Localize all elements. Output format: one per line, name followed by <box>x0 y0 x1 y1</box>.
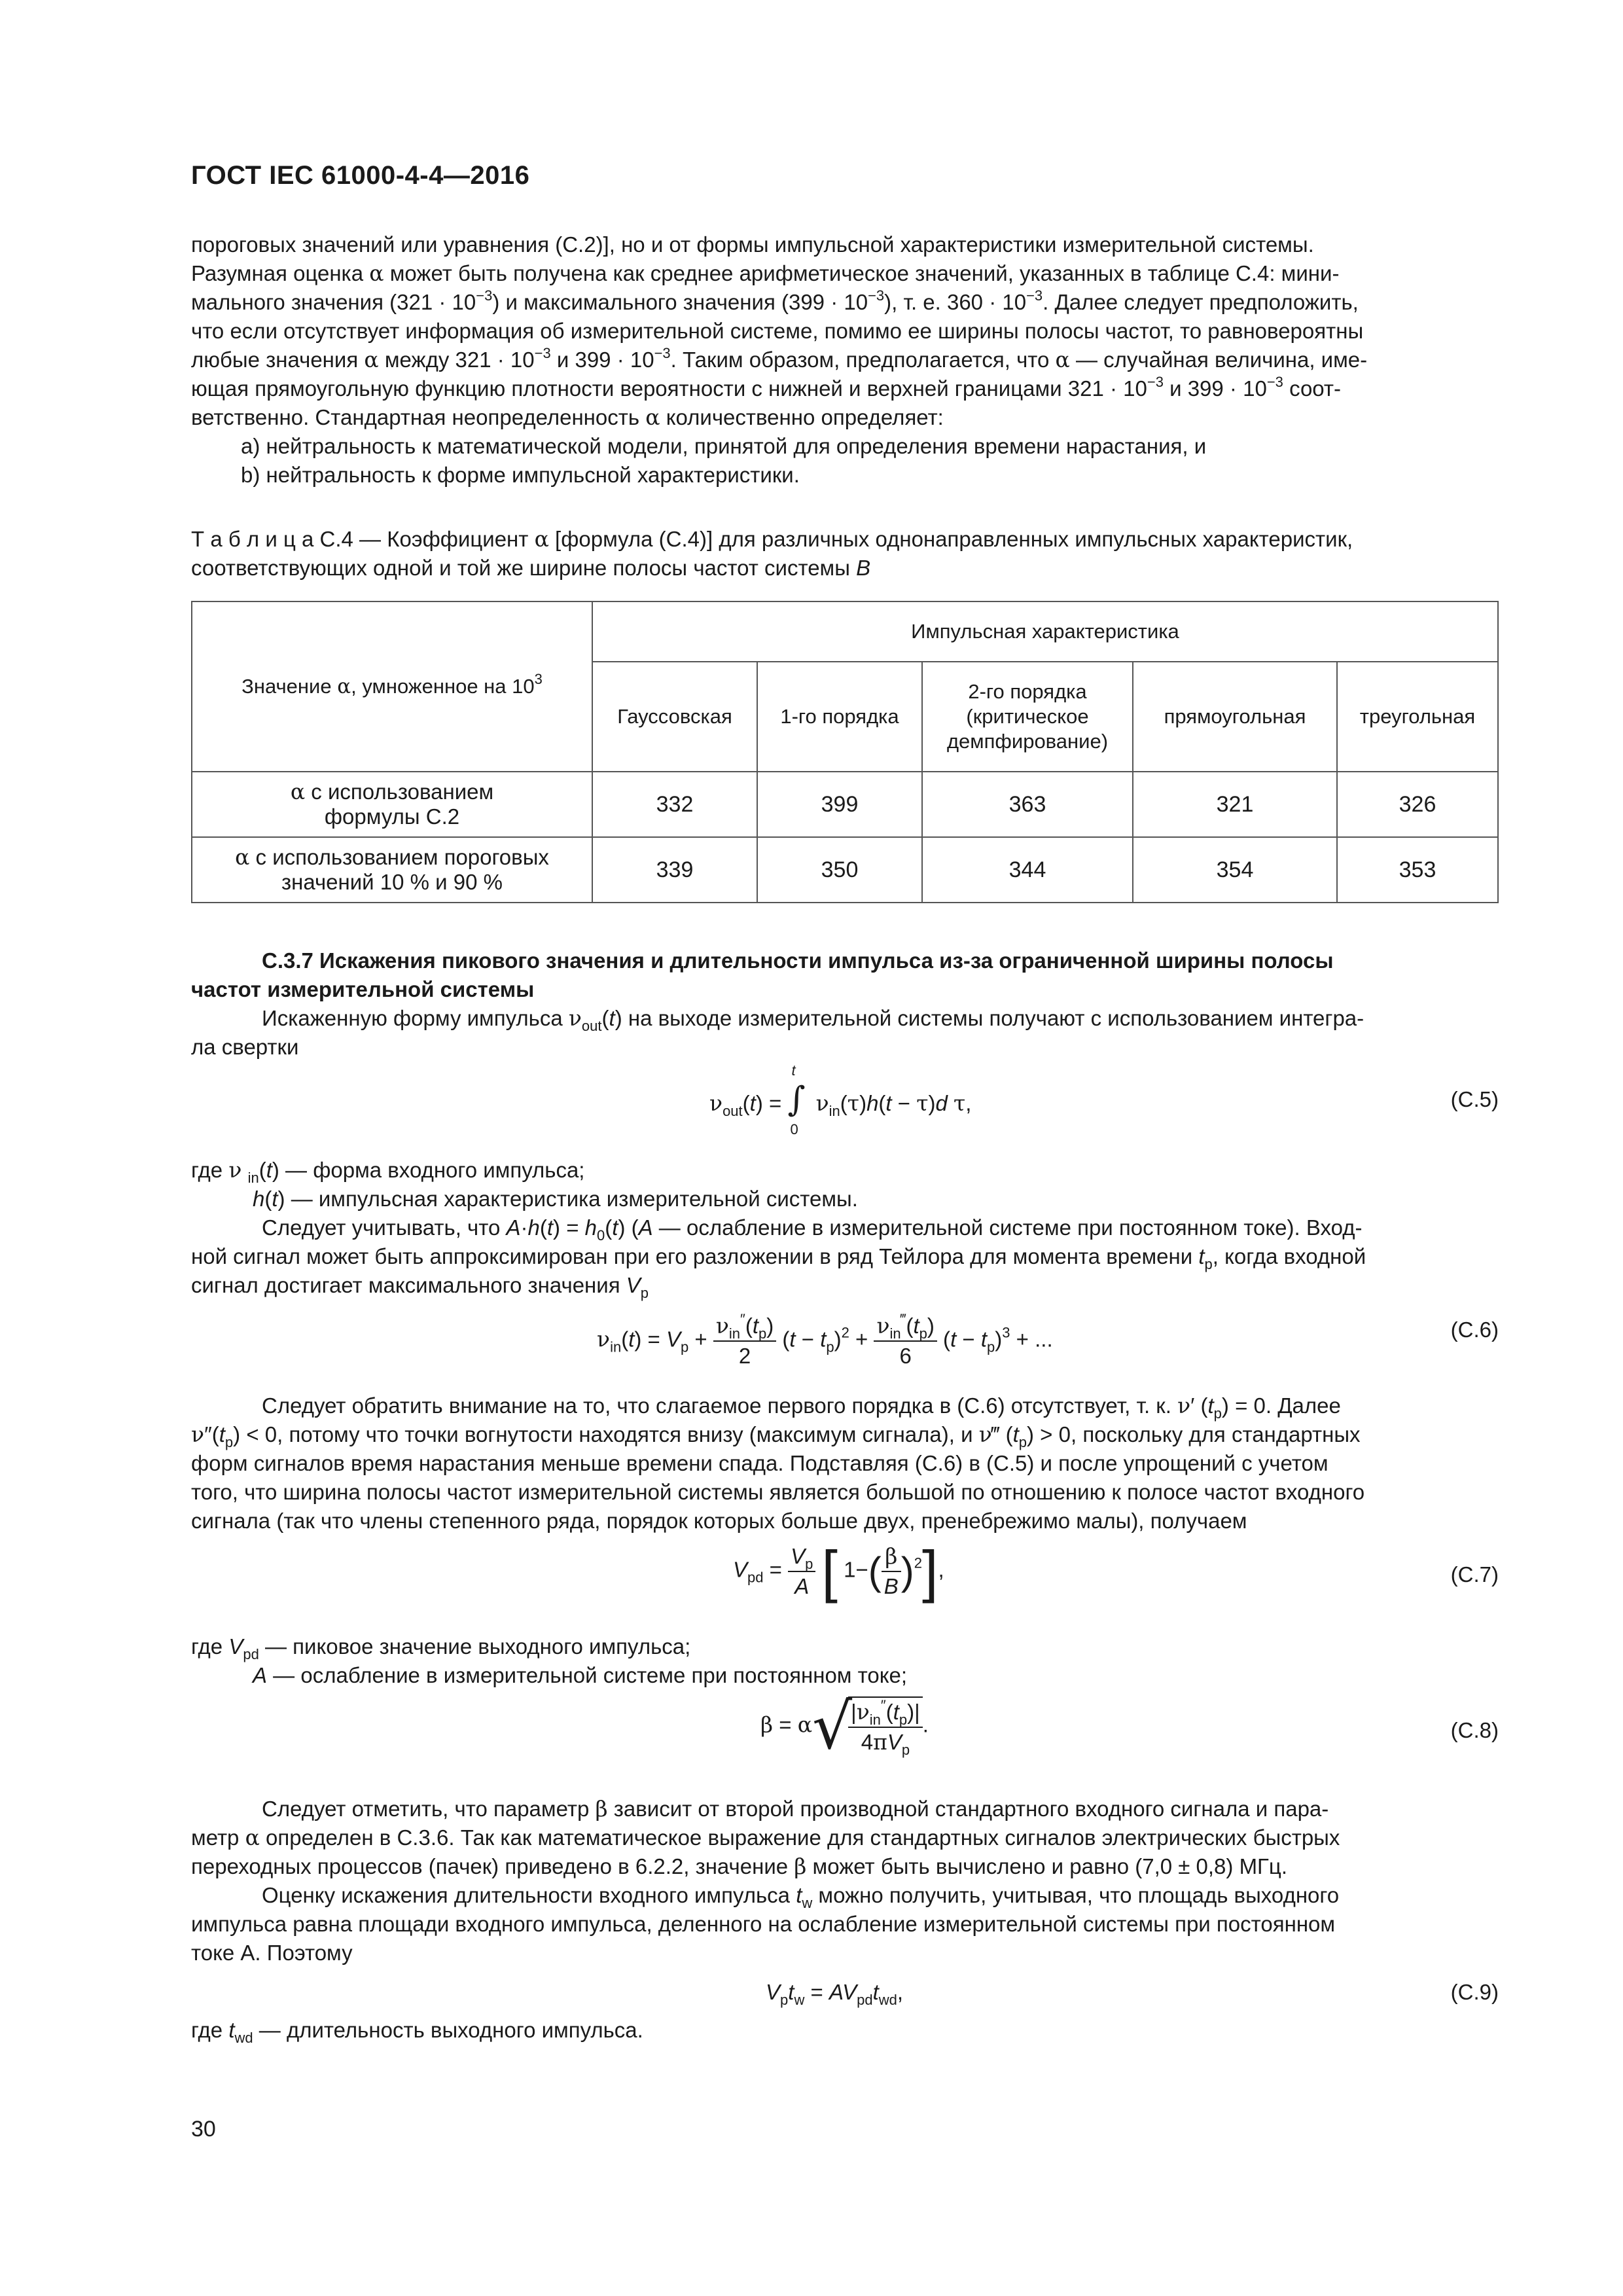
table-block <box>191 525 1499 903</box>
equation-c8 <box>191 1690 1499 1785</box>
text-line: ющая прямоугольную функцию плотности вероятности с нижней и верхней границами $321 \cdot 10^{-3}$ и $399 \cdot 10^{-3}$ соот- <box>191 374 1342 401</box>
text-line: сигнал достигает максимального значения $V_p$ <box>191 1273 649 1301</box>
list-item-b: b) нейтральность к форме импульсной характеристики. <box>241 463 800 487</box>
list-item-a: a) нейтральность к математической модели, принятой для определения времени нарастания, и <box>241 434 1207 458</box>
text-line: Оценку искажения длительности входного импульса $t_w$ можно получить, учитывая, что площадь выходного <box>262 1883 1340 1911</box>
text-line: любые значения α между $321 \cdot 10^{-3}$ и $399 \cdot 10^{-3}$. Таким образом, предполагается, что α — случайная величина, име- <box>191 345 1368 372</box>
equation-number: (С.5) <box>1450 1087 1499 1111</box>
text-line: A — ослабление в измерительной системе при постоянном токе; <box>253 1663 908 1687</box>
table-row <box>192 837 1498 903</box>
equation-body: $V_{pd}$ = $\frac{V_p}{A}$ [ 1−( $\frac{\beta}{B}$ )$^2$], <box>733 1539 944 1604</box>
text-line: что если отсутствует информация об измерительной системе, помимо ее ширины полосы частот, то равновероятны <box>191 319 1364 343</box>
paragraph-intro <box>191 230 1499 490</box>
equation-number: (С.8) <box>1450 1718 1499 1742</box>
coefficient-table <box>191 601 1499 903</box>
page-number: 30 <box>191 2117 216 2142</box>
table-cell: 326 <box>1337 772 1498 837</box>
text-line: h(t) — импульсная характеристика измерительной системы. <box>253 1187 858 1211</box>
text-line: пороговых значений или уравнения (С.2)], но и от формы импульсной характеристики измерительной системы. <box>191 232 1314 257</box>
table-cell: 353 <box>1337 837 1498 903</box>
column-header: Гауссовская <box>592 662 757 772</box>
text-line: где $t_{wd}$ — длительность выходного импульса. <box>191 2018 643 2046</box>
text-line: метр α определен в С.3.6. Так как математическое выражение для стандартных сигналов электрических быстрых <box>191 1825 1340 1850</box>
text-line: ной сигнал может быть аппроксимирован при его разложении в ряд Тейлора для момента времени $t_p$, когда входной <box>191 1244 1366 1272</box>
table-cell: 354 <box>1133 837 1337 903</box>
equation-number: (С.7) <box>1450 1562 1499 1587</box>
table-corner-header: Значение α, умноженное на $10^3$ <box>192 601 592 772</box>
table-cell: 339 <box>592 837 757 903</box>
text-line: Искаженную форму импульса $\nu_{out}(t)$ на выходе измерительной системы получают с использованием интегра- <box>262 1005 1364 1034</box>
text-line: переходных процессов (пачек) приведено в 6.2.2, значение β может быть вычислено и равно (7,0 ± 0,8) МГц. <box>191 1854 1287 1879</box>
equation-number: (С.9) <box>1450 1980 1499 2004</box>
column-header: 1-го порядка <box>757 662 922 772</box>
table-row <box>192 772 1498 837</box>
text-line: мального значения $(321 \cdot 10^{-3})$ и максимального значения $(399 \cdot 10^{-3})$, т. е. $360 \cdot 10^{-3}$. Далее следует предположить, <box>191 287 1359 314</box>
table-cell: 350 <box>757 837 922 903</box>
row-label: α с использованием пороговых значений 10 % и 90 % <box>192 837 592 903</box>
table-cell: 363 <box>922 772 1133 837</box>
table-caption: Т а б л и ц а С.4 — Коэффициент α [формула (С.4)] для различных однонаправленных импульсных характеристик, <box>191 526 1353 552</box>
table-cell: 344 <box>922 837 1133 903</box>
section-c37 <box>191 946 1499 1062</box>
text-line: $\nu''(t_p) < 0$, потому что точки вогнутости находятся внизу (максимум сигнала), и ν‴ $(t_p) > 0$, поскольку для стандартных <box>191 1422 1361 1450</box>
text-line: сигнала (так что члены степенного ряда, порядок которых больше двух, пренебрежимо малы), получаем <box>191 1509 1247 1533</box>
table-cell: 321 <box>1133 772 1337 837</box>
equation-number: (С.6) <box>1450 1318 1499 1342</box>
text-line: токе А. Поэтому <box>191 1941 353 1965</box>
equation-c6 <box>191 1306 1499 1385</box>
section-heading: С.3.7 Искажения пикового значения и длительности импульса из-за ограниченной ширины полосы <box>262 948 1334 973</box>
text-line: Следует обратить внимание на то, что слагаемое первого порядка в (С.6) отсутствует, т. к. ν′ $(t_p) = 0$. Далее <box>262 1393 1341 1422</box>
document-header: ГОСТ IEC 61000-4-4—2016 <box>191 161 530 190</box>
table-cell: 399 <box>757 772 922 837</box>
paragraph-where <box>191 1156 1499 1300</box>
column-header: 2-го порядка (критическое демпфирование) <box>922 662 1133 772</box>
equation-c9 <box>191 1978 1499 2017</box>
column-header: прямоугольная <box>1133 662 1337 772</box>
text-line: Следует учитывать, что $A\cdot h(t) = h_0(t)$ (A — ослабление в измерительной системе при постоянном токе). Вход- <box>262 1215 1363 1244</box>
text-line: Разумная оценка α может быть получена как среднее арифметическое значений, указанных в таблице С.4: мини- <box>191 260 1340 286</box>
text-line: ла свертки <box>191 1035 299 1059</box>
text-line: форм сигналов время нарастания меньше времени спада. Подставляя (С.6) в (С.5) и после упрощений с учетом <box>191 1451 1329 1475</box>
column-header: треугольная <box>1337 662 1498 772</box>
row-label: α с использованием формулы С.2 <box>192 772 592 837</box>
text-line: где ν $_{in}$(t) — форма входного импульса; <box>191 1157 585 1186</box>
equation-c5 <box>191 1062 1499 1151</box>
paragraph-beta <box>191 1795 1499 1967</box>
text-line: Следует отметить, что параметр β зависит от второй производной стандартного входного сигнала и пара- <box>262 1796 1329 1821</box>
text-line: импульса равна площади входного импульса, деленного на ослабление измерительной системы при постоянном <box>191 1912 1336 1936</box>
section-heading-line2: частот измерительной системы <box>191 977 535 1001</box>
paragraph-following <box>191 1391 1499 1535</box>
equation-body: $\nu_{out}(t)$ = t ∫ 0 $\nu_{in}(\tau)h(t - \tau)d$ τ, <box>709 1062 972 1138</box>
equation-body: $\nu_{in}(t) = V_p$ + $\frac{\nu_{in}''(t_p)}{2}$ $(t - t_p)^2$ + $\frac{\nu_{in}^‴(t_p)}{6}$ $(t - t_p)^3$ + ... <box>597 1311 1053 1368</box>
paragraph-where-2 <box>191 1632 1499 1690</box>
equation-body: $V_pt_w = AV_{pd}t_{wd}$, <box>766 1980 904 2008</box>
table-group-header: Импульсная характеристика <box>592 601 1498 662</box>
equation-c7 <box>191 1538 1499 1623</box>
equation-body: β = α√ $\frac{|\nu_{in}''(t_p)|}{4\pi V_p}$ . <box>760 1690 929 1763</box>
text-line: где $V_{pd}$ — пиковое значение выходного импульса; <box>191 1634 691 1662</box>
text-line: ветственно. Стандартная неопределенность α количественно определяет: <box>191 404 944 430</box>
table-caption-line2: соответствующих одной и той же ширине полосы частот системы B <box>191 556 871 580</box>
table-cell: 332 <box>592 772 757 837</box>
text-line: того, что ширина полосы частот измерительной системы является большой по отношению к полосе частот входного <box>191 1480 1365 1504</box>
paragraph-final <box>191 2016 1499 2045</box>
